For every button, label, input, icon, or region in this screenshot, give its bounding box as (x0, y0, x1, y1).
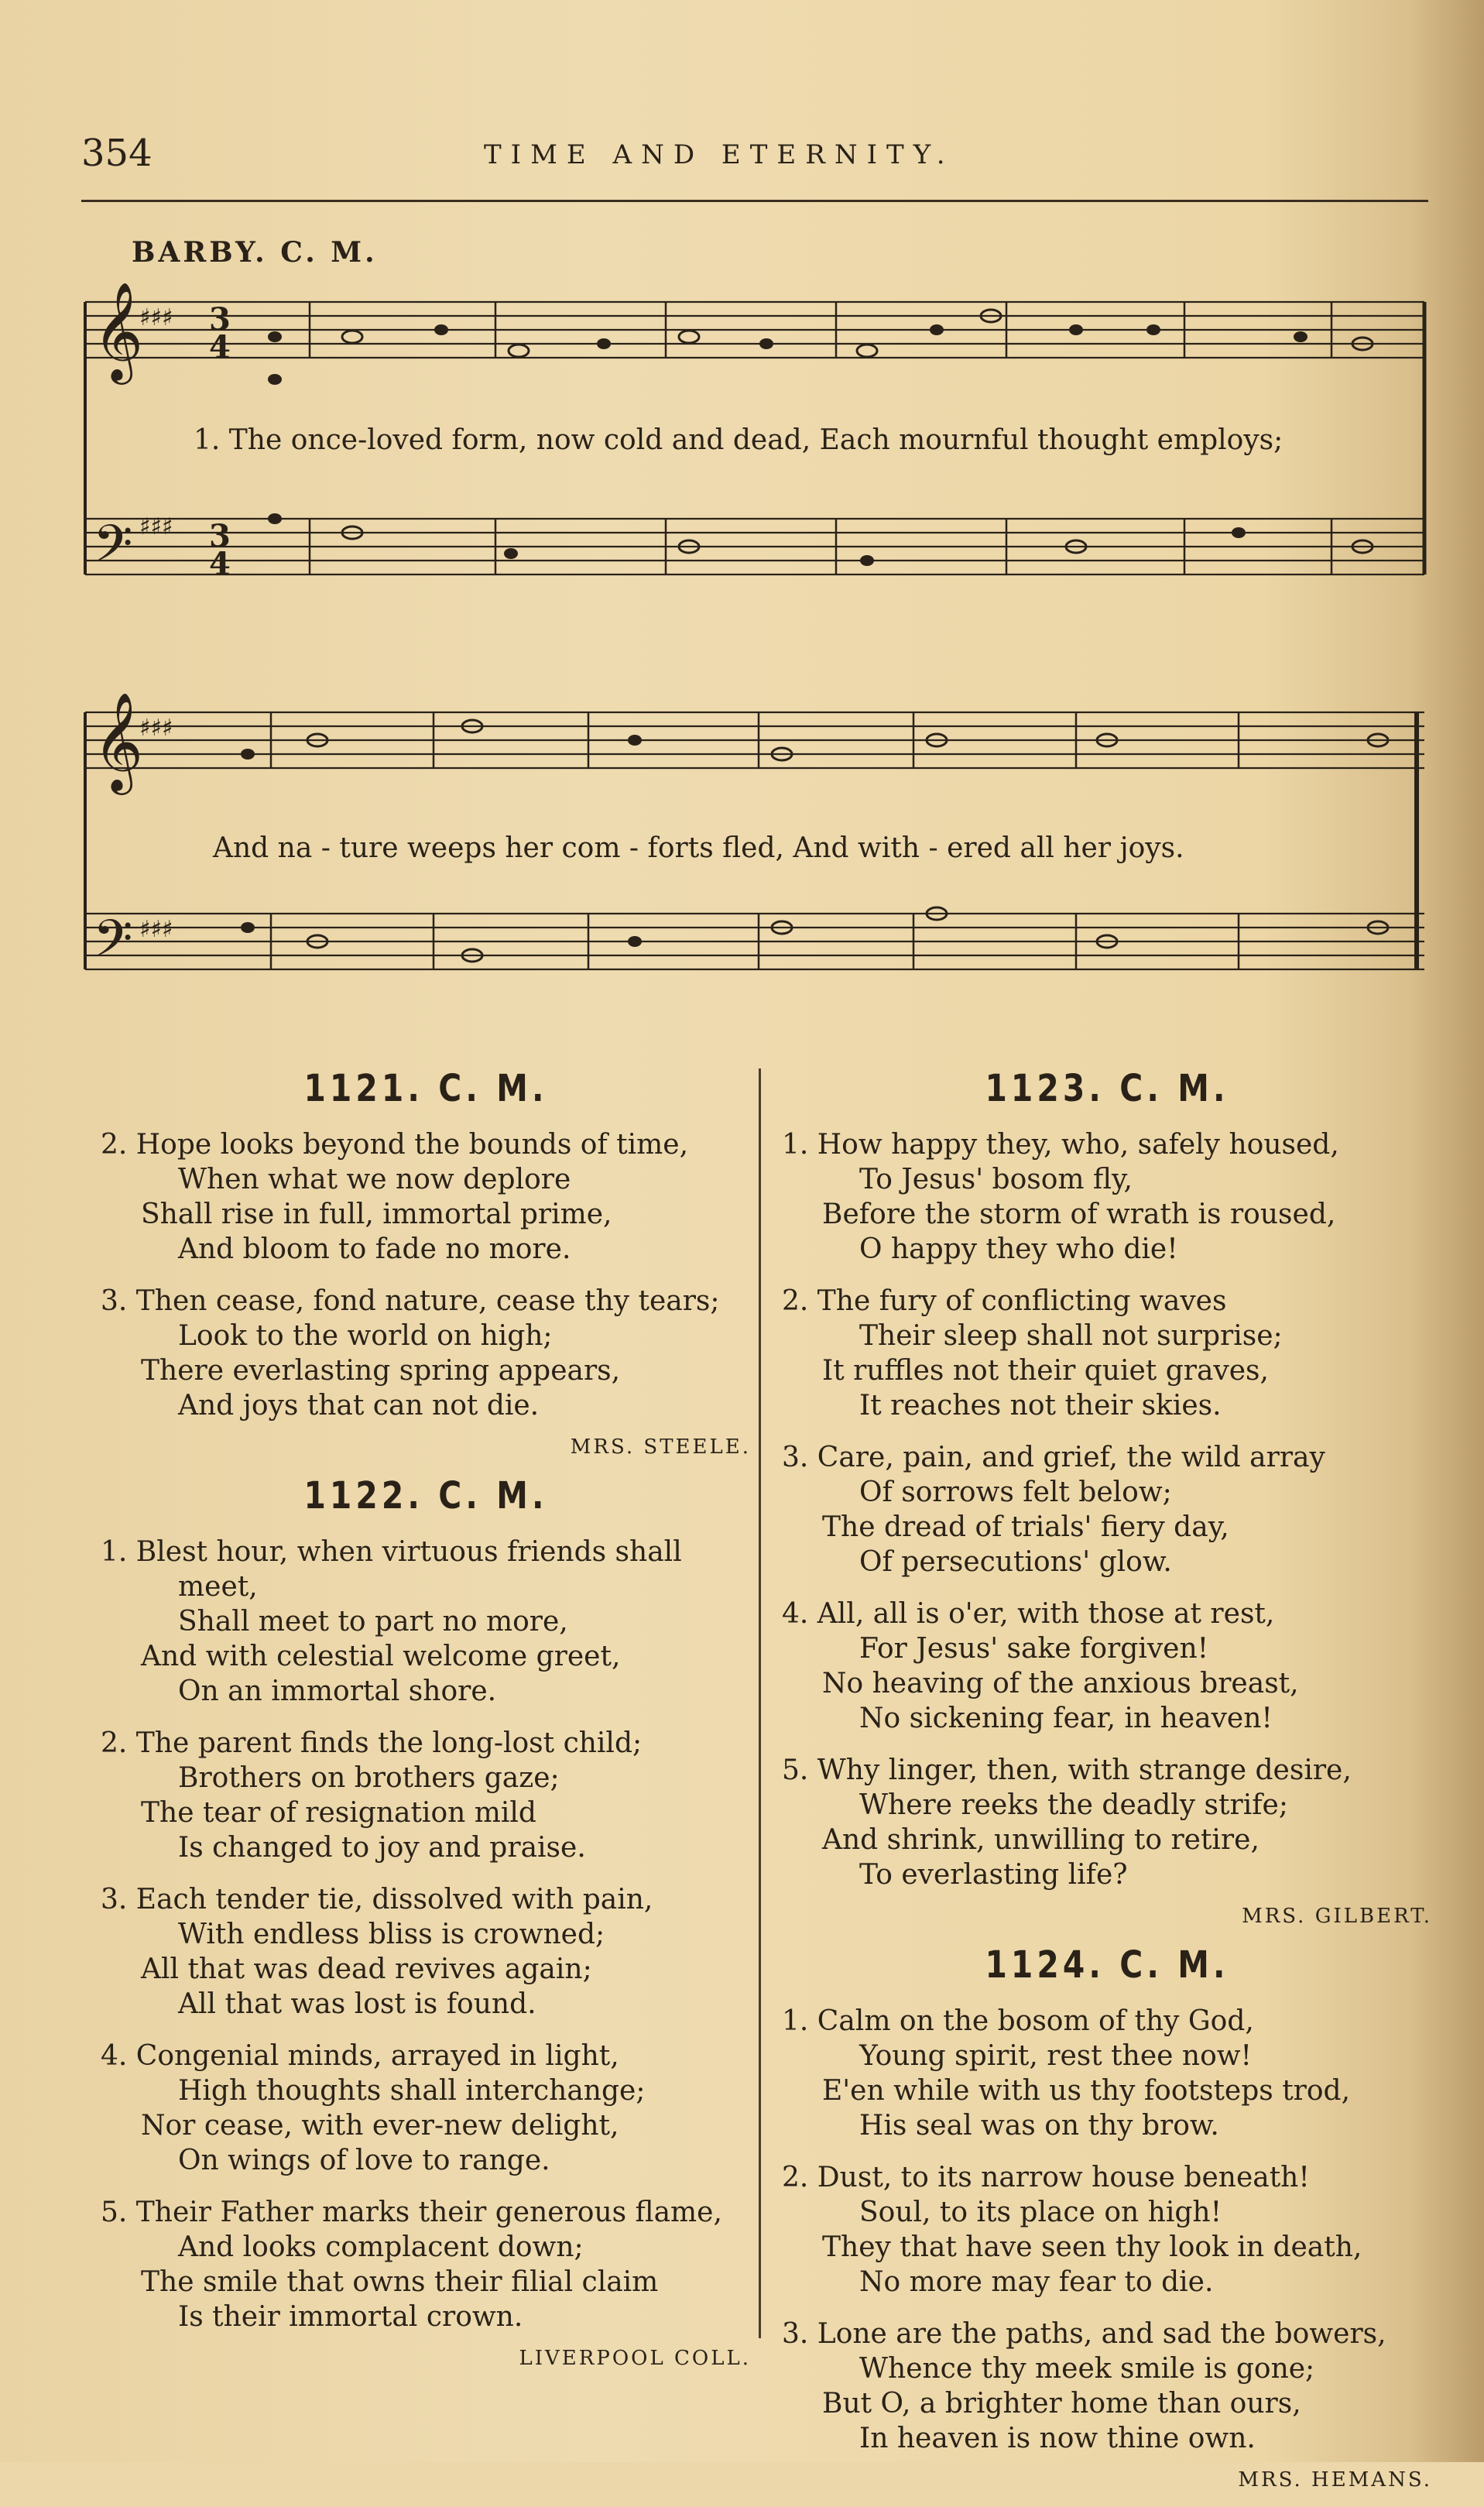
hymn-1121 (101, 1067, 751, 1459)
svg-text:3: 3 (209, 301, 231, 338)
stanza-line: 1. Calm on the bosom of thy God, (782, 2005, 1254, 2037)
hymn-author: MRS. STEELE. (570, 1435, 751, 1459)
stanza-line: On an immortal shore. (178, 1675, 497, 1707)
stanza-line: They that have seen thy look in death, (822, 2231, 1362, 2263)
hymn-number: 1123. C. M. (985, 1067, 1229, 1110)
stanza-line: Shall rise in full, immortal prime, (141, 1199, 612, 1230)
staff-bass-1 (85, 519, 1424, 574)
hymn-number: 1121. C. M. (303, 1067, 548, 1110)
stanza-line: Shall meet to part no more, (178, 1606, 568, 1638)
stanza-line: To everlasting life? (859, 1859, 1128, 1891)
stanza (782, 1127, 1432, 1267)
stanza-line: To Jesus' bosom fly, (859, 1164, 1133, 1195)
stanza (101, 1535, 751, 1709)
column-divider (759, 1068, 761, 2338)
stanza-line: And looks complacent down; (178, 2231, 584, 2263)
stanza-line: 3. Then cease, fond nature, cease thy tears; (101, 1285, 720, 1317)
staff-bass-2 (85, 914, 1424, 969)
stanza-line: Is changed to joy and praise. (178, 1832, 586, 1864)
svg-text:♯♯♯: ♯♯♯ (139, 715, 173, 742)
svg-text:𝄞: 𝄞 (93, 691, 144, 791)
svg-text:4: 4 (209, 546, 231, 582)
stanza (782, 2317, 1432, 2456)
header-rule (81, 200, 1428, 202)
tune-lyrics-line1: 1. The once-loved form, now cold and dead, Each mournful thought employs; (194, 424, 1284, 456)
stanza-line: And shrink, unwilling to retire, (822, 1824, 1260, 1856)
stanza-line: O happy they who die! (859, 1233, 1178, 1265)
hymn-1123 (782, 1067, 1432, 1928)
hymn-number: 1124. C. M. (985, 1943, 1229, 1987)
svg-text:♯♯♯: ♯♯♯ (139, 916, 173, 943)
stanza-line: For Jesus' sake forgiven! (859, 1633, 1209, 1665)
stanza-line: Soul, to its place on high! (859, 2197, 1222, 2228)
stanza-line: Their sleep shall not surprise; (859, 1320, 1283, 1352)
svg-text:4: 4 (209, 329, 231, 365)
stanza-line: No heaving of the anxious breast, (822, 1668, 1299, 1699)
stanza-line: 2. Hope looks beyond the bounds of time, (101, 1129, 689, 1161)
stanza-line: All that was lost is found. (178, 1988, 536, 2020)
stanza-line: Nor cease, with ever-new delight, (141, 2110, 619, 2142)
staff-treble-2 (85, 712, 1424, 768)
svg-text:𝄞: 𝄞 (93, 281, 144, 380)
stanza-line: It ruffles not their quiet graves, (822, 1355, 1269, 1387)
right-column (782, 1061, 1432, 2507)
stanza-line: Young spirit, rest thee now! (859, 2040, 1253, 2072)
stanza-line: 2. Dust, to its narrow house beneath! (782, 2162, 1310, 2193)
page-header (81, 132, 1428, 194)
stanza-line: 5. Their Father marks their generous flame, (101, 2197, 722, 2228)
stanza-line: Where reeks the deadly strife; (859, 1789, 1288, 1821)
stanza-line: 2. The fury of conflicting waves (782, 1285, 1227, 1317)
stanza-line: Of persecutions' glow. (859, 1546, 1172, 1578)
stanza (782, 1753, 1432, 1892)
stanza-line: Is their immortal crown. (178, 2301, 523, 2333)
stanza-line: 5. Why linger, then, with strange desire, (782, 1754, 1352, 1786)
stanza-line: Whence thy meek smile is gone; (859, 2353, 1315, 2385)
stanza-line: The smile that owns their filial claim (141, 2266, 659, 2298)
stanza-line: In heaven is now thine own. (859, 2423, 1256, 2454)
stanza (782, 1440, 1432, 1579)
stanza (782, 2004, 1432, 2143)
stanza-line: Brothers on brothers gaze; (178, 1762, 560, 1794)
stanza (101, 1882, 751, 2022)
hymn-1124 (782, 1943, 1432, 2492)
stanza-line: The dread of trials' fiery day, (822, 1511, 1229, 1543)
tune-title: BARBY. C. M. (132, 236, 378, 269)
stanza (101, 1726, 751, 1865)
hymn-author: LIVERPOOL COLL. (519, 2347, 751, 2370)
svg-text:3: 3 (209, 518, 231, 554)
stanza-line: And bloom to fade no more. (178, 1233, 571, 1265)
svg-text:𝄢: 𝄢 (93, 514, 133, 586)
stanza-line: There everlasting spring appears, (141, 1355, 621, 1387)
stanza-line: His seal was on thy brow. (859, 2110, 1219, 2142)
stanza (782, 2160, 1432, 2300)
stanza-line: But O, a brighter home than ours, (822, 2388, 1301, 2420)
svg-text:♯♯♯: ♯♯♯ (139, 513, 173, 540)
stanza-line: 1. Blest hour, when virtuous friends shall (101, 1536, 682, 1568)
stanza-line: 3. Care, pain, and grief, the wild array (782, 1442, 1325, 1473)
tune-lyrics-line2: And na - ture weeps her com - forts fled, And with - ered all her joys. (213, 832, 1184, 864)
stanza-line: 4. All, all is o'er, with those at rest, (782, 1598, 1275, 1630)
staff-treble-1 (85, 302, 1424, 358)
stanza (101, 1127, 751, 1267)
stanza-line: All that was dead revives again; (141, 1953, 592, 1985)
svg-text:𝄢: 𝄢 (93, 909, 133, 981)
left-column (101, 1061, 751, 2385)
stanza-line: Of sorrows felt below; (859, 1476, 1172, 1508)
music-score (77, 279, 1440, 1030)
stanza (101, 2039, 751, 2178)
running-title: TIME AND ETERNITY. (484, 139, 954, 170)
stanza-line: When what we now deplore (178, 1164, 571, 1195)
stanza-line: 1. How happy they, who, safely housed, (782, 1129, 1339, 1161)
stanza-line: 3. Lone are the paths, and sad the bowers, (782, 2318, 1386, 2350)
stanza-line: 2. The parent finds the long-lost child; (101, 1727, 643, 1759)
stanza-line: E'en while with us thy footsteps trod, (822, 2075, 1351, 2107)
stanza-line: Before the storm of wrath is roused, (822, 1199, 1336, 1230)
hymn-1122 (101, 1474, 751, 2370)
stanza-line: On wings of love to range. (178, 2145, 550, 2176)
stanza-line: No sickening fear, in heaven! (859, 1703, 1273, 1734)
page-number: 354 (81, 132, 153, 175)
hymn-number: 1122. C. M. (303, 1474, 548, 1518)
stanza-line: meet, (178, 1571, 258, 1603)
stanza-line: And with celestial welcome greet, (141, 1641, 621, 1672)
stanza-line: 3. Each tender tie, dissolved with pain, (101, 1884, 653, 1915)
hymn-author: MRS. HEMANS. (1238, 2468, 1432, 2492)
stanza-line: With endless bliss is crowned; (178, 1919, 605, 1950)
stanza (101, 2195, 751, 2334)
stanza (782, 1596, 1432, 1736)
stanza-line: Look to the world on high; (178, 1320, 553, 1352)
stanza-line: 4. Congenial minds, arrayed in light, (101, 2040, 619, 2072)
stanza-line: The tear of resignation mild (141, 1797, 536, 1829)
svg-text:♯♯♯: ♯♯♯ (139, 304, 173, 331)
stanza (101, 1284, 751, 1423)
stanza-line: No more may fear to die. (859, 2266, 1214, 2298)
hymn-author: MRS. GILBERT. (1242, 1905, 1432, 1928)
stanza (782, 1284, 1432, 1423)
stanza-line: It reaches not their skies. (859, 1390, 1222, 1422)
stanza-line: And joys that can not die. (178, 1390, 540, 1422)
stanza-line: High thoughts shall interchange; (178, 2075, 646, 2107)
